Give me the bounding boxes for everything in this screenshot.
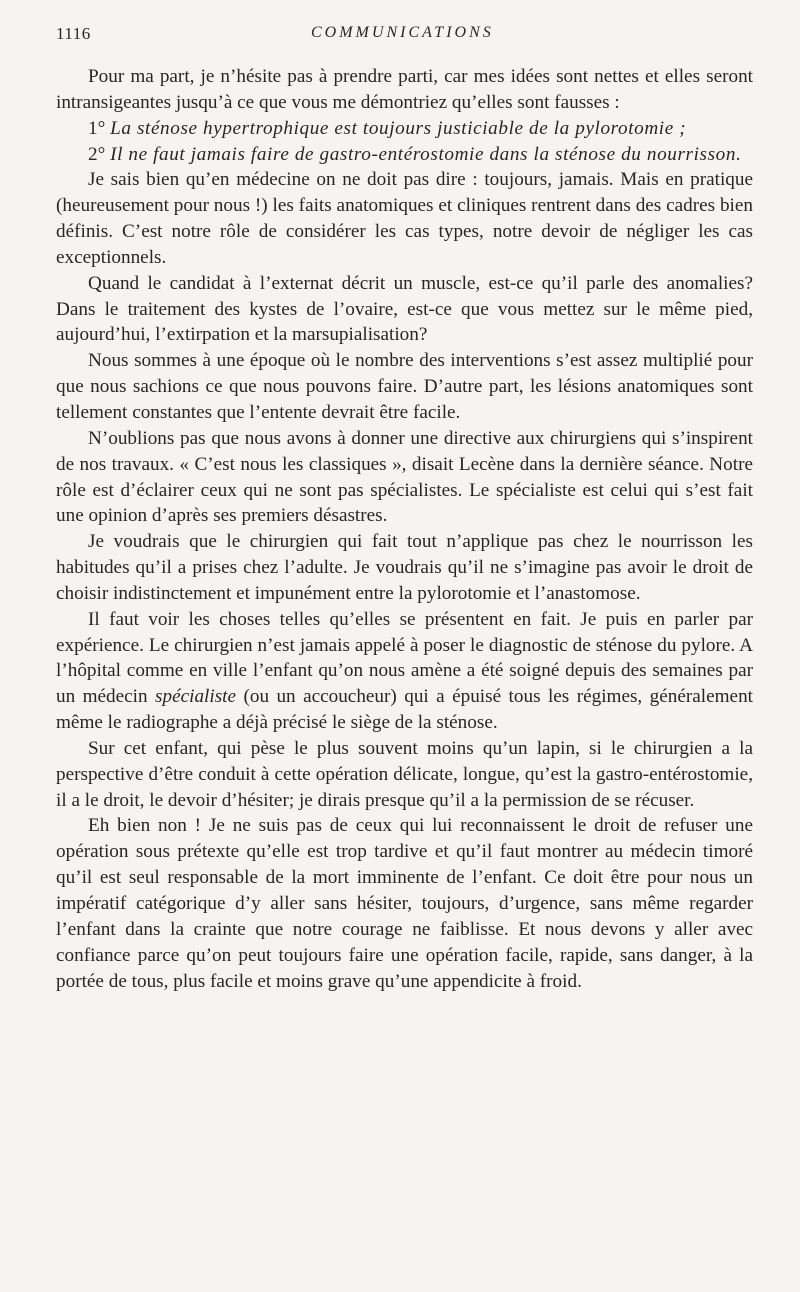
paragraph: Je voudrais que le chirurgien qui fait tout n’applique pas chez le nourrisson les habitudes qu’il a prises chez l’adulte. Je voudrais qu’il ne s’imagine pas avoir le droit de choisir indistinctement et impunément entre la pylorotomie et l’anastomose. bbox=[56, 531, 753, 604]
paragraph: Je sais bien qu’en médecine on ne doit pas dire : toujours, jamais. Mais en pratique (heureusement pour nous !) les faits anatomiques et cliniques rentrent dans des cadres bien définis. C’est notre rôle de considérer les cas types, notre devoir de négliger les cas exceptionnels. bbox=[56, 169, 753, 268]
paragraph: Eh bien non ! Je ne suis pas de ceux qui lui reconnaissent le droit de refuser une opération sous prétexte qu’elle est trop tardive et qu’il faut montrer au médecin timoré qu’il est seul responsable de la mort imminente de l’enfant. Ce doit être pour nous un impératif catégorique d’y aller sans hésiter, toujours, d’urgence, sans même regarder l’enfant dans la crainte que notre courage ne faiblisse. Et nous devons y aller avec confiance parce qu’on peut toujours faire une opération facile, rapide, sans danger, à la portée de tous, plus facile et moins grave qu’une appendicite à froid. bbox=[56, 815, 753, 992]
item-text: Il ne faut jamais faire de gastro-entérostomie dans la sténose du nourrisson. bbox=[110, 143, 742, 165]
numbered-item-2 bbox=[56, 142, 753, 168]
paragraph: N’oublions pas que nous avons à donner une directive aux chirurgiens qui s’inspirent de nos travaux. « C’est nous les classiques », disait Lecène dans la dernière séance. Notre rôle est d’éclairer ceux qui ne sont pas spécialistes. Le spécialiste est celui qui s’est fait une opinion d’après ses premiers désastres. bbox=[56, 427, 753, 527]
body-text bbox=[56, 64, 753, 994]
item-number: 1° bbox=[88, 117, 106, 139]
paragraph: Nous sommes à une époque où le nombre des interventions s’est assez multiplié pour que nous sachions ce que nous pouvons faire. D’autre part, les lésions anatomiques sont tellement constantes que l’entente devrait être facile. bbox=[56, 350, 753, 423]
numbered-item-1 bbox=[56, 116, 753, 142]
running-head: COMMUNICATIONS bbox=[311, 24, 494, 41]
paragraph-with-emphasis bbox=[56, 607, 753, 736]
paragraph-intro: Pour ma part, je n’hésite pas à prendre parti, car mes idées sont nettes et elles seront intransigeantes jusqu’à ce que vous me démontriez qu’elles sont fausses : bbox=[56, 66, 753, 113]
item-number: 2° bbox=[88, 143, 106, 165]
paragraph: Quand le candidat à l’externat décrit un muscle, est-ce qu’il parle des anomalies? Dans le traitement des kystes de l’ovaire, est-ce que vous mettez sur le même pied, aujourd’hui, l’extirpation et la marsupialisation? bbox=[56, 272, 753, 346]
paragraph-text-after: (ou un accoucheur) qui a épuisé tous les régimes, généralement même le radiographe a déjà précisé le siège de la sténose. bbox=[56, 686, 753, 734]
page-header bbox=[56, 24, 756, 48]
paragraph-text-before: Il faut voir les choses telles qu’elles se présentent en fait. Je puis en parler par expérience. Le chirurgien n’est jamais appelé à poser le diagnostic de sténose du pylore. A l’hôpital comme en ville l’enfant qu’on nous amène a été soigné depuis des semaines par un médecin bbox=[56, 608, 753, 708]
item-text: La sténose hypertrophique est toujours justiciable de la pylorotomie ; bbox=[110, 117, 687, 139]
emphasized-word: spécialiste bbox=[155, 686, 237, 708]
paragraph: Sur cet enfant, qui pèse le plus souvent moins qu’un lapin, si le chirurgien a la perspective d’être conduit à cette opération délicate, longue, qu’est la gastro-entérostomie, il a le droit, le devoir d’hésiter; je dirais presque qu’il a la permission de se récuser. bbox=[56, 737, 753, 811]
page-number: 1116 bbox=[56, 24, 91, 43]
